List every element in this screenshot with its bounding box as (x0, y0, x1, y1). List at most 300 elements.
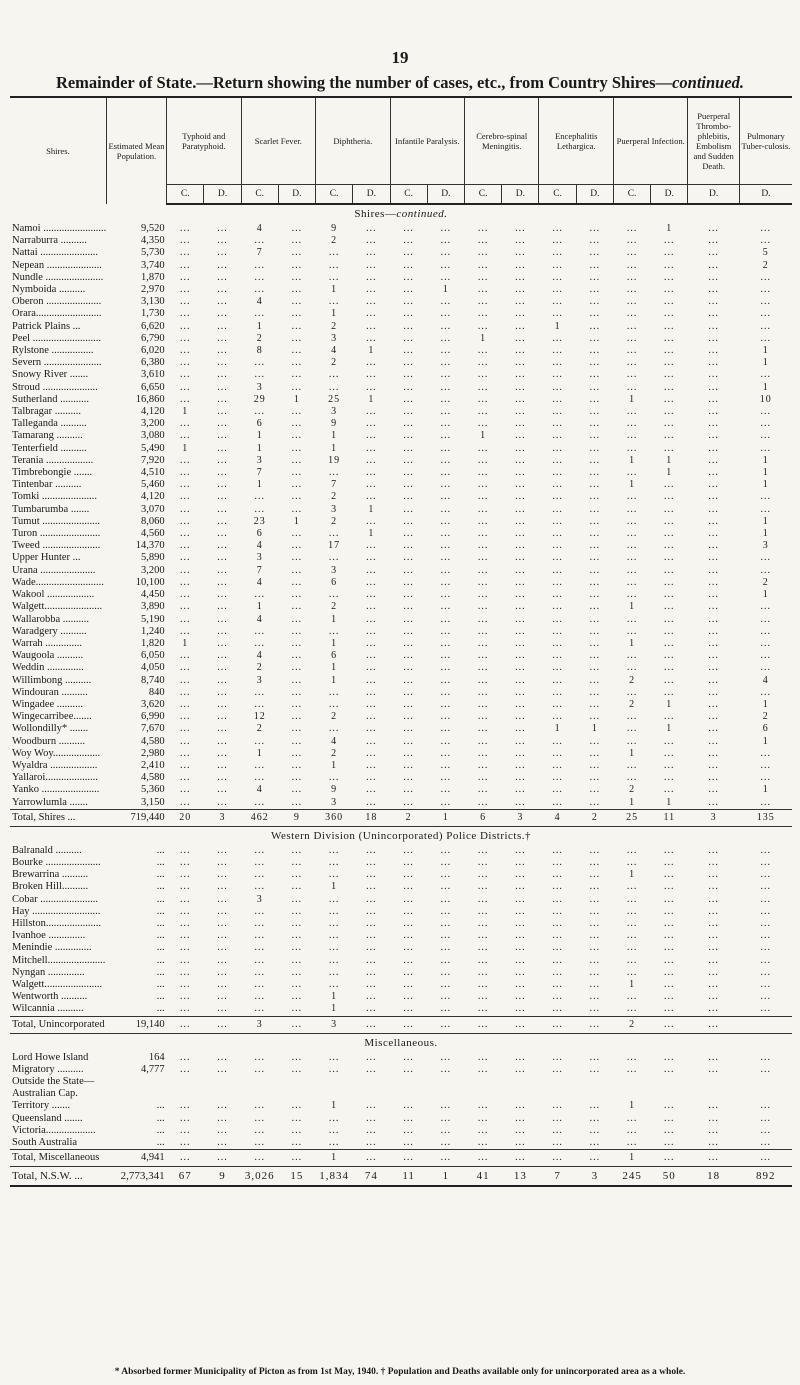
table-row (10, 406, 792, 418)
cell-value: 1 (762, 357, 769, 369)
cell-value: ... (515, 357, 526, 369)
cell-value: ... (626, 613, 638, 625)
cell-value: ... (328, 917, 340, 929)
cell-value: ... (477, 625, 489, 637)
cell-value: ... (403, 601, 414, 613)
cell-value: ... (708, 662, 719, 674)
cell-value: ... (760, 856, 771, 868)
cell-value: ... (477, 686, 489, 698)
cell-value: ... (708, 1124, 719, 1136)
cell-value: ... (502, 1016, 539, 1033)
cell-value: ... (589, 515, 601, 527)
cell-value: ... (217, 954, 228, 966)
cell-value: 13 (502, 1167, 539, 1187)
cell-value: ... (760, 869, 771, 881)
cell-value: ... (589, 698, 601, 710)
cell-value: ... (664, 381, 675, 393)
cell-value: ... (515, 528, 526, 540)
cell-value: ... (179, 735, 191, 747)
cell-value: ... (589, 1137, 601, 1149)
cell-value: ... (477, 1063, 489, 1075)
total-row (10, 1016, 792, 1033)
cell-value: ... (254, 844, 265, 856)
cell-value: ... (515, 601, 526, 613)
cell-value: 7 (256, 467, 263, 479)
cell-value: ... (254, 881, 265, 893)
cell-value: ... (403, 320, 414, 332)
cell-value: ... (254, 637, 265, 649)
cell-value: ... (626, 1063, 638, 1075)
cell-value: ... (708, 844, 719, 856)
cell-value: ... (515, 991, 526, 1003)
title-suffix: continued. (672, 73, 745, 92)
section-title-cell (10, 826, 792, 845)
cell-value: ... (708, 772, 719, 784)
cell-value: ... (708, 930, 719, 942)
cell-value: ... (217, 479, 228, 491)
cell-value: ... (552, 235, 563, 247)
cell-value: ... (552, 271, 563, 283)
cell-value: 1 (629, 796, 636, 808)
cell-value: ... (254, 796, 265, 808)
cell-value: ... (217, 491, 228, 503)
table-row (10, 382, 792, 394)
cell-value: 3 (316, 1016, 353, 1033)
cell-value: ... (217, 735, 228, 747)
cell-value: ... (477, 467, 489, 479)
cell-value: ... (708, 1137, 719, 1149)
row-population: 3,740 (140, 259, 165, 271)
cell-value: 1 (666, 796, 673, 808)
cell-value: ... (626, 625, 638, 637)
cell-value: ... (403, 259, 414, 271)
table-row (10, 930, 792, 942)
cell-value: ... (217, 991, 228, 1003)
cell-value: ... (217, 1124, 228, 1136)
table-body (10, 204, 792, 1186)
cell-value: ... (217, 576, 228, 588)
cell-value: ... (626, 711, 638, 723)
cell-value: ... (440, 564, 452, 576)
cell-value: ... (254, 942, 265, 954)
cell-value: ... (552, 966, 563, 978)
cell-value (651, 1076, 688, 1088)
cell-value: ... (708, 1003, 719, 1015)
cell-value: ... (254, 698, 265, 710)
cell-value: ... (760, 442, 771, 454)
cell-value: 9 (331, 784, 338, 796)
row-name: Wyaldra .................. (12, 759, 98, 771)
table-row (10, 491, 792, 503)
cell-value (390, 1088, 427, 1100)
cell-value: ... (664, 259, 675, 271)
cell-value: ... (664, 479, 675, 491)
cell-value: ... (626, 844, 638, 856)
cell-value: ... (664, 418, 675, 430)
cell-value: ... (589, 796, 601, 808)
cell-value: ... (366, 552, 377, 564)
cell-value: ... (366, 856, 377, 868)
row-population: 1,730 (140, 308, 165, 320)
cell-value: 1 (762, 345, 769, 357)
cell-value: ... (403, 357, 414, 369)
cell-value: 6 (256, 528, 263, 540)
row-name: Nyngan .............. (12, 966, 85, 978)
cell-value: ... (179, 1063, 191, 1075)
cell-value: ... (179, 540, 191, 552)
cell-value: ... (328, 1124, 340, 1136)
row-population: 4,450 (140, 589, 165, 601)
cell-value: ... (664, 784, 675, 796)
cell-value: ... (515, 893, 526, 905)
row-name: Severn ...................... (12, 357, 102, 369)
cell-value: 74 (353, 1167, 390, 1187)
row-name: Total, Shires ... (10, 809, 106, 826)
cell-value: ... (552, 308, 563, 320)
cell-value: ... (664, 406, 675, 418)
cell-value: ... (664, 881, 675, 893)
cell-value: ... (664, 662, 675, 674)
cell-value: ... (626, 564, 638, 576)
cell-value: ... (217, 418, 228, 430)
cell-value: ... (589, 905, 601, 917)
cell-value: ... (179, 259, 191, 271)
row-name: Bourke ..................... (12, 856, 101, 868)
cell-value: ... (254, 1124, 265, 1136)
row-population: ... (156, 917, 165, 929)
table-row (10, 601, 792, 613)
table-row (10, 614, 792, 626)
cell-value: ... (366, 772, 377, 784)
cell-value: ... (760, 881, 771, 893)
cell-value (427, 1076, 464, 1088)
cell-value: ... (589, 613, 601, 625)
cell-value (502, 1076, 539, 1088)
cell-value: ... (291, 540, 303, 552)
cell-value: ... (440, 698, 452, 710)
cell-value: ... (477, 723, 489, 735)
cell-value: ... (278, 1016, 315, 1033)
cell-value: ... (552, 345, 563, 357)
cell-value: ... (664, 978, 675, 990)
cell-value: ... (552, 247, 563, 259)
cell-value: 1 (762, 698, 769, 710)
cell-value: ... (515, 430, 526, 442)
cell-value: ... (291, 662, 303, 674)
cell-value: ... (179, 1137, 191, 1149)
cell-value: ... (552, 381, 563, 393)
cell-value: ... (241, 1150, 278, 1167)
cell-value (278, 1088, 315, 1100)
row-population: ... (156, 869, 165, 881)
cell-value: ... (254, 869, 265, 881)
cell-value: ... (515, 966, 526, 978)
cell-value: ... (254, 772, 265, 784)
cell-value: ... (626, 1124, 638, 1136)
cell-value: 1 (256, 442, 263, 454)
cell-value: 1 (762, 528, 769, 540)
cell-value: ... (664, 247, 675, 259)
cell-value: ... (179, 381, 191, 393)
cell-value: ... (179, 711, 191, 723)
cell-value: ... (664, 1124, 675, 1136)
row-name: Sutherland ........... (12, 393, 89, 405)
cell-value: 15 (278, 1167, 315, 1187)
cell-value: ... (664, 674, 675, 686)
cell-value: ... (477, 674, 489, 686)
cell-value: ... (539, 1016, 576, 1033)
table-row (10, 260, 792, 272)
cell-value: ... (664, 650, 675, 662)
cell-value: ... (708, 491, 719, 503)
cell-value: ... (217, 856, 228, 868)
cell-value: ... (291, 930, 303, 942)
cell-value: ... (477, 1112, 489, 1124)
cell-value: ... (440, 418, 452, 430)
row-population: 840 (148, 686, 165, 698)
cell-value: ... (403, 406, 414, 418)
header-population: Estimated Mean Population. (106, 97, 166, 204)
cell-value: ... (626, 942, 638, 954)
cell-value: ... (552, 893, 563, 905)
cell-value: ... (366, 905, 377, 917)
cell-value: ... (366, 625, 377, 637)
row-name: Turon ....................... (12, 528, 101, 540)
cell-value: ... (440, 930, 452, 942)
cell-value: ... (626, 893, 638, 905)
cell-value: ... (328, 381, 340, 393)
row-name: Weddin .............. (12, 662, 84, 674)
cell-value: ... (440, 320, 452, 332)
cell-value: ... (760, 1063, 771, 1075)
cell-value: 4 (256, 613, 263, 625)
cell-value: ... (515, 393, 526, 405)
cell-value: ... (708, 625, 719, 637)
cell-value: 1 (480, 430, 487, 442)
cell-value: ... (552, 930, 563, 942)
cell-value: ... (217, 393, 228, 405)
table-row (10, 540, 792, 552)
cell-value: ... (403, 637, 414, 649)
cell-value: ... (179, 503, 191, 515)
cell-value: ... (477, 601, 489, 613)
cell-value: ... (760, 1112, 771, 1124)
row-population: 16,860 (135, 393, 165, 405)
cell-value: ... (291, 674, 303, 686)
cell-value: ... (403, 991, 414, 1003)
cell-value: ... (515, 784, 526, 796)
cell-value: ... (515, 332, 526, 344)
cell-value: ... (760, 966, 771, 978)
cell-value: ... (477, 540, 489, 552)
cell-value: ... (589, 1100, 601, 1112)
cell-value: ... (552, 503, 563, 515)
cell-value: ... (366, 1124, 377, 1136)
cell-value: ... (403, 735, 414, 747)
cell-value: 41 (464, 1167, 501, 1187)
cell-value: 1 (427, 1167, 464, 1187)
table-row (10, 308, 792, 320)
cell-value: ... (589, 393, 601, 405)
cell-value: ... (440, 625, 452, 637)
cell-value: ... (254, 406, 265, 418)
cell-value: ... (440, 1063, 452, 1075)
cell-value: ... (589, 711, 601, 723)
cell-value: ... (217, 381, 228, 393)
cell-value: ... (626, 1051, 638, 1063)
cell-value: ... (760, 796, 771, 808)
cell-value: ... (254, 1112, 265, 1124)
cell-value: ... (179, 759, 191, 771)
cell-value: ... (589, 674, 601, 686)
row-name: Tomki ..................... (12, 491, 98, 503)
cell-value: 1 (368, 393, 375, 405)
cell-value: ... (708, 357, 719, 369)
cell-value: 17 (328, 540, 341, 552)
cell-value: ... (708, 759, 719, 771)
table-row (10, 589, 792, 601)
table-row (10, 869, 792, 881)
table-row (10, 296, 792, 308)
cell-value: 1 (331, 759, 338, 771)
cell-value: ... (179, 369, 191, 381)
table-row (10, 881, 792, 893)
table-row (10, 1125, 792, 1137)
total-row (10, 809, 792, 826)
cell-value: ... (664, 625, 675, 637)
cell-value: 1 (182, 442, 189, 454)
cell-value (464, 1088, 501, 1100)
cell-value: ... (403, 515, 414, 527)
row-name: Nymboida .......... (12, 284, 86, 296)
row-name: Timbrebongie ....... (12, 467, 93, 479)
cell-value: ... (708, 991, 719, 1003)
cell-value: ... (403, 954, 414, 966)
cell-value: 2 (331, 235, 338, 247)
cell-value: ... (515, 881, 526, 893)
cell-value: ... (217, 296, 228, 308)
cell-value: ... (626, 723, 638, 735)
table-row (10, 247, 792, 259)
cell-value: ... (403, 772, 414, 784)
row-name: Wade.......................... (12, 576, 104, 588)
cell-value: 1 (331, 1100, 338, 1112)
cell-value: ... (291, 296, 303, 308)
cell-value: 1 (331, 308, 338, 320)
cell-value: ... (515, 345, 526, 357)
table-row (10, 369, 792, 381)
cell-value: ... (708, 235, 719, 247)
cell-value: ... (664, 1051, 675, 1063)
cell-value: ... (477, 284, 489, 296)
cell-value (427, 1088, 464, 1100)
cell-value: ... (217, 942, 228, 954)
cell-value: ... (552, 637, 563, 649)
table-row (10, 699, 792, 711)
cell-value: ... (366, 1063, 377, 1075)
row-population: 4,120 (140, 406, 165, 418)
cell-value: ... (502, 1150, 539, 1167)
cell-value: ... (515, 930, 526, 942)
cell-value: ... (366, 332, 377, 344)
cell-value: ... (515, 954, 526, 966)
row-population: 4,580 (140, 772, 165, 784)
cell-value: ... (708, 381, 719, 393)
cell-value: 11 (390, 1167, 427, 1187)
cell-value: 1,834 (316, 1167, 353, 1187)
row-population: 6,620 (140, 320, 165, 332)
cell-value: ... (477, 296, 489, 308)
cell-value: ... (515, 589, 526, 601)
cell-value: ... (515, 564, 526, 576)
cell-value: 1 (331, 674, 338, 686)
row-name: Wingadee .......... (12, 698, 84, 710)
cell-value: 1 (762, 589, 769, 601)
cell-value (241, 1088, 278, 1100)
cell-value: ... (217, 662, 228, 674)
cell-value: ... (217, 674, 228, 686)
cell-value: ... (760, 893, 771, 905)
cell-value: ... (254, 284, 265, 296)
cell-value: ... (708, 247, 719, 259)
cell-value: ... (589, 893, 601, 905)
header-row (10, 97, 792, 185)
cell-value: ... (403, 893, 414, 905)
cell-value: ... (328, 869, 340, 881)
cell-value: ... (366, 1112, 377, 1124)
header-meningitis: Cerebro-spinal Meningitis. (464, 97, 538, 185)
row-population: ... (156, 856, 165, 868)
cell-value: ... (552, 491, 563, 503)
cell-value: ... (708, 1051, 719, 1063)
cell-value: 50 (651, 1167, 688, 1187)
cell-value: ... (217, 1137, 228, 1149)
cell-value: ... (440, 1100, 452, 1112)
cell-value: 1 (629, 978, 636, 990)
cell-value: 1 (762, 467, 769, 479)
cell-value: 1 (762, 381, 769, 393)
cell-value: ... (708, 540, 719, 552)
cell-value: ... (440, 1137, 452, 1149)
cell-value: ... (708, 430, 719, 442)
cell-value: ... (626, 759, 638, 771)
cell-value: ... (291, 467, 303, 479)
cell-value: ... (664, 917, 675, 929)
row-name: Broken Hill.......... (12, 881, 89, 893)
cell-value: 1 (666, 698, 673, 710)
cell-value: ... (179, 454, 191, 466)
cell-value: ... (440, 552, 452, 564)
cell-value: ... (328, 844, 340, 856)
table-row (10, 223, 792, 235)
cell-value: ... (291, 893, 303, 905)
cell-value: ... (626, 686, 638, 698)
cell-value: ... (552, 528, 563, 540)
cell-value: 7 (539, 1167, 576, 1187)
row-population: 3,610 (140, 369, 165, 381)
cell-value: ... (477, 223, 489, 234)
cell-value: ... (589, 662, 601, 674)
cell-value: ... (477, 406, 489, 418)
cell-value: ... (626, 1112, 638, 1124)
cell-value: ... (708, 442, 719, 454)
cell-value: ... (515, 905, 526, 917)
table-row (10, 723, 792, 735)
cell-value: ... (760, 991, 771, 1003)
cell-value: ... (552, 1112, 563, 1124)
table-row (10, 845, 792, 857)
cell-value: ... (328, 1112, 340, 1124)
